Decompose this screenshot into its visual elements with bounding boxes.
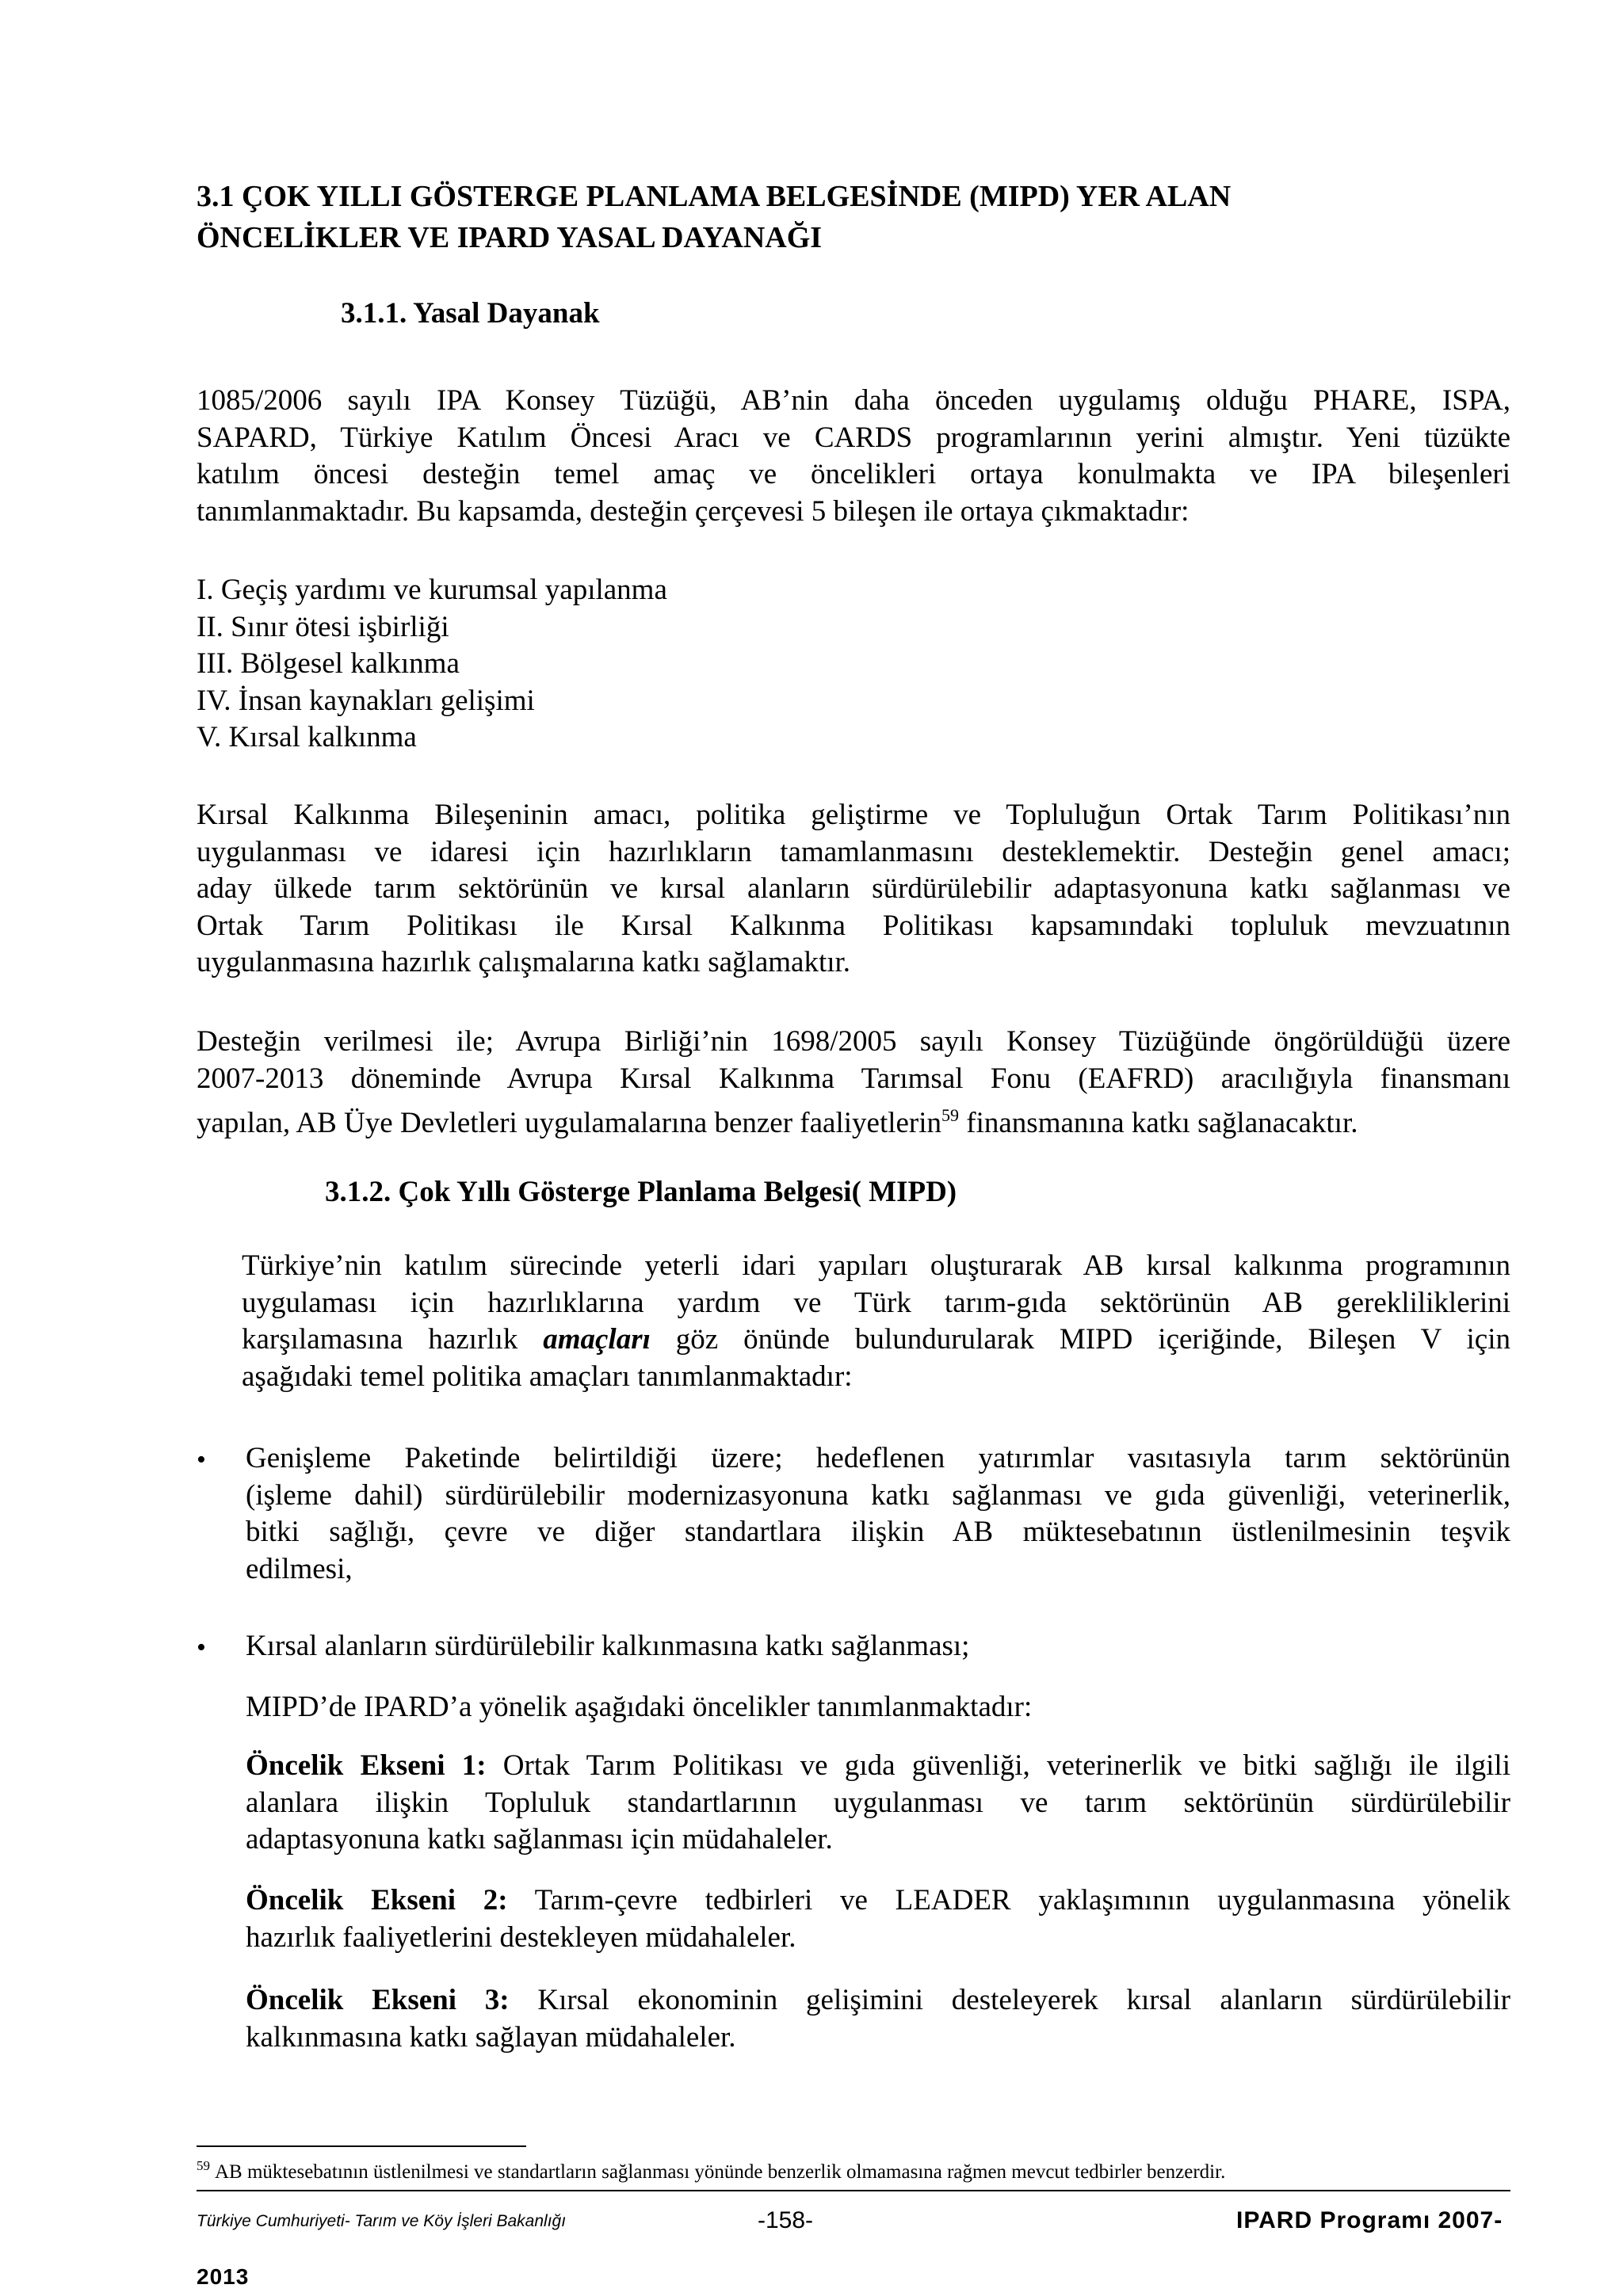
- paragraph-line: MIPD’de IPARD’a yönelik aşağıdaki öncelikler tanımlanmaktadır:: [246, 1691, 1033, 1723]
- footer-divider: [197, 2190, 1510, 2191]
- paragraph-line: [246, 1982, 1510, 2019]
- paragraph-line: edilmesi,: [246, 1552, 353, 1585]
- policy-goal-bullet-2: [246, 1628, 1510, 1665]
- paragraph-line: [246, 1748, 1510, 1785]
- paragraph-line: Desteğin verilmesi ile; Avrupa Birliği’nin 1698/2005 sayılı Konsey Tüzüğünde öngörüldüğü üzere: [197, 1025, 1510, 1058]
- bullet-dot-icon: •: [197, 1445, 206, 1474]
- paragraph-text: Tarım-çevre tedbirleri ve LEADER yaklaşımının uygulanmasına yönelik: [507, 1884, 1510, 1917]
- paragraph-line: adaptasyonuna katkı sağlanması için müdahaleler.: [246, 1823, 833, 1855]
- axis-label: Öncelik Ekseni 2:: [246, 1884, 508, 1917]
- ipa-components-list: [197, 572, 667, 757]
- list-item: II. Sınır ötesi işbirliği: [197, 610, 449, 643]
- list-item: III. Bölgesel kalkınma: [197, 647, 460, 680]
- list-item: V. Kırsal kalkınma: [197, 721, 417, 753]
- paragraph-line: alanlara ilişkin Topluluk standartlarının uygulanması ve tarım sektörünün sürdürülebilir: [246, 1786, 1510, 1819]
- section-311-paragraph-1: [197, 383, 1510, 530]
- paragraph-line: tanımlanmaktadır. Bu kapsamda, desteğin çerçevesi 5 bileşen ile ortaya çıkmaktadır:: [197, 494, 1190, 528]
- footnote-divider: [197, 2145, 526, 2147]
- paragraph-line: 1085/2006 sayılı IPA Konsey Tüzüğü, AB’nin daha önceden uygulamış olduğu PHARE, ISPA,: [197, 384, 1510, 417]
- list-item: I. Geçiş yardımı ve kurumsal yapılanma: [197, 574, 667, 606]
- paragraph-line: Kırsal Kalkınma Bileşeninin amacı, politika geliştirme ve Topluluğun Ortak Tarım Politikası’nın: [197, 799, 1510, 831]
- paragraph-line: Ortak Tarım Politikası ile Kırsal Kalkınma Politikası kapsamındaki topluluk mevzuatının: [197, 909, 1510, 942]
- footnote-reference[interactable]: 59: [941, 1105, 960, 1125]
- paragraph-line: [246, 1882, 1510, 1920]
- list-item: IV. İnsan kaynakları gelişimi: [197, 684, 535, 717]
- paragraph-line: katılım öncesi desteğin temel amaç ve öncelikleri ortaya konulmakta ve IPA bileşenleri: [197, 458, 1510, 490]
- emphasis-text: amaçları: [543, 1323, 651, 1356]
- page-number: -158-: [758, 2207, 814, 2233]
- paragraph-line: uygulanmasına hazırlık çalışmalarına katkı sağlamaktır.: [197, 946, 851, 978]
- paragraph-line: (işleme dahil) sürdürülebilir modernizasyonuna katkı sağlanması ve gıda güvenliği, veterinerlik,: [246, 1478, 1510, 1512]
- paragraph-text: karşılamasına hazırlık: [242, 1323, 544, 1356]
- section-311-paragraph-2: [197, 797, 1510, 982]
- paragraph-text: göz önünde bulundurularak MIPD içeriğinde, Bileşen V için: [650, 1323, 1511, 1356]
- main-heading-line-1: 3.1 ÇOK YILLI GÖSTERGE PLANLAMA BELGESİNDE (MIPD) YER ALAN: [197, 180, 1232, 213]
- paragraph-line: Türkiye’nin katılım sürecinde yeterli idari yapıları oluşturarak AB kırsal kalkınma programının: [242, 1249, 1510, 1282]
- paragraph-line: hazırlık faaliyetlerini destekleyen müdahaleler.: [246, 1920, 796, 1954]
- paragraph-text: Ortak Tarım Politikası ve gıda güvenliği, veterinerlik ve bitki sağlığı ile ilgili: [486, 1749, 1510, 1782]
- paragraph-line: 2007-2013 döneminde Avrupa Kırsal Kalkınma Tarımsal Fonu (EAFRD) aracılığıyla finansmanı: [197, 1062, 1510, 1095]
- paragraph-text: Kırsal ekonominin gelişimini desteleyerek kırsal alanların sürdürülebilir: [509, 1984, 1510, 2016]
- paragraph-line: SAPARD, Türkiye Katılım Öncesi Aracı ve CARDS programlarının yerini almıştır. Yeni tüzükte: [197, 421, 1510, 454]
- paragraph-line: uygulanması ve idaresi için hazırlıkların tamamlanmasını desteklemektir. Desteğin genel amacı;: [197, 835, 1510, 868]
- policy-goal-bullet-1: [246, 1440, 1510, 1588]
- section-312-title: 3.1.2. Çok Yıllı Gösterge Planlama Belgesi( MIPD): [325, 1176, 957, 1208]
- paragraph-line: Kırsal alanların sürdürülebilir kalkınmasına katkı sağlanması;: [246, 1630, 970, 1662]
- paragraph-line: bitki sağlığı, çevre ve diğer standartlara ilişkin AB müktesebatının üstlenilmesinin teşvik: [246, 1516, 1510, 1548]
- paragraph-line: uygulaması için hazırlıklarına yardım ve Türk tarım-gıda sektörünün AB gerekliliklerini: [242, 1286, 1510, 1319]
- paragraph-text: yapılan, AB Üye Devletleri uygulamalarına benzer faaliyetlerin: [197, 1107, 942, 1139]
- footer-ministry: Türkiye Cumhuriyeti- Tarım ve Köy İşleri Bakanlığı: [197, 2212, 567, 2230]
- footnote-text: AB müktesebatının üstlenilmesi ve standartların sağlanması yönünde benzerlik olmamasına rağmen mevcut tedbirler benzerdir.: [215, 2161, 1226, 2183]
- footer-program-title: IPARD Programı 2007-: [1236, 2207, 1503, 2233]
- footer-program-year: 2013: [197, 2264, 250, 2289]
- paragraph-line: kalkınmasına katkı sağlayan müdahaleler.: [246, 2020, 736, 2054]
- paragraph-line: [197, 1097, 1510, 1142]
- footnote: [197, 2150, 1484, 2188]
- footnote-number: 59: [197, 2158, 210, 2173]
- section-311-paragraph-3: [197, 1024, 1510, 1142]
- bullet-dot-icon: •: [197, 1633, 206, 1662]
- main-heading: [197, 176, 1231, 258]
- axis-label: Öncelik Ekseni 1:: [246, 1749, 487, 1782]
- paragraph-line: [242, 1322, 1510, 1359]
- priority-axis-1: [246, 1748, 1510, 1859]
- section-312-intro: [242, 1248, 1510, 1395]
- section-311-title: 3.1.1. Yasal Dayanak: [341, 297, 600, 330]
- main-heading-line-2: ÖNCELİKLER VE IPARD YASAL DAYANAĞI: [197, 221, 823, 254]
- priority-axis-2: [246, 1882, 1510, 1956]
- axis-label: Öncelik Ekseni 3:: [246, 1984, 510, 2016]
- paragraph-line: aşağıdaki temel politika amaçları tanımlanmaktadır:: [242, 1360, 853, 1393]
- paragraph-line: aday ülkede tarım sektörünün ve kırsal alanların sürdürülebilir adaptasyonuna katkı sağlanması ve: [197, 872, 1510, 905]
- priority-axis-3: [246, 1982, 1510, 2056]
- priorities-intro: [246, 1689, 1510, 1726]
- paragraph-line: Genişleme Paketinde belirtildiği üzere; hedeflenen yatırımlar vasıtasıyla tarım sektörünün: [246, 1442, 1510, 1474]
- paragraph-text: finansmanına katkı sağlanacaktır.: [959, 1107, 1358, 1139]
